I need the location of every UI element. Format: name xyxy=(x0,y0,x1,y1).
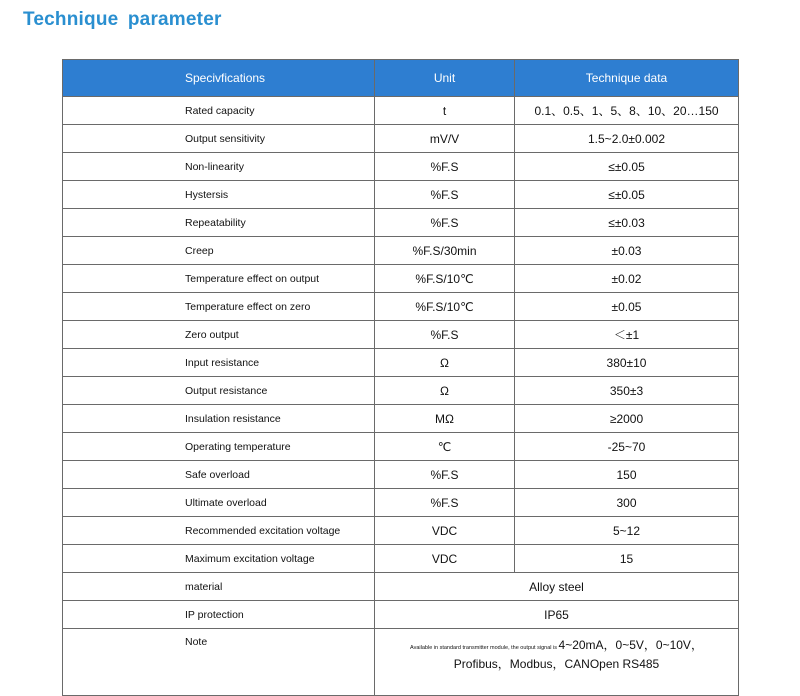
spec-value: ≥2000 xyxy=(515,405,739,433)
spec-name: Recommended excitation voltage xyxy=(63,517,375,545)
table-row xyxy=(63,153,739,181)
table-row xyxy=(63,489,739,517)
table-row xyxy=(63,237,739,265)
table-row xyxy=(63,461,739,489)
spec-unit: VDC xyxy=(375,517,515,545)
spec-value: ≤±0.05 xyxy=(515,153,739,181)
spec-unit: %F.S xyxy=(375,489,515,517)
table-row xyxy=(63,545,739,573)
spec-unit: %F.S xyxy=(375,209,515,237)
spec-value: 1.5~2.0±0.002 xyxy=(515,125,739,153)
note-signal-list: 4~20mA，0~5V，0~10V， xyxy=(558,638,703,652)
spec-name: Safe overload xyxy=(63,461,375,489)
spec-name: Output sensitivity xyxy=(63,125,375,153)
spec-value: 15 xyxy=(515,545,739,573)
spec-name: Maximum excitation voltage xyxy=(63,545,375,573)
spec-unit: %F.S xyxy=(375,321,515,349)
table-row xyxy=(63,433,739,461)
note-small-text: Available in standard transmitter module, the output signal is xyxy=(410,645,559,651)
table-row xyxy=(63,517,739,545)
spec-value: ±0.05 xyxy=(515,293,739,321)
material-row xyxy=(63,573,739,601)
spec-name: Output resistance xyxy=(63,377,375,405)
ip-protection-value: IP65 xyxy=(375,601,739,629)
spec-name: Hystersis xyxy=(63,181,375,209)
spec-name: Zero output xyxy=(63,321,375,349)
table-row xyxy=(63,321,739,349)
spec-name: Input resistance xyxy=(63,349,375,377)
spec-value: 150 xyxy=(515,461,739,489)
header-specifications: Specivfications xyxy=(63,60,375,97)
table-row xyxy=(63,265,739,293)
spec-name: Operating temperature xyxy=(63,433,375,461)
header-unit: Unit xyxy=(375,60,515,97)
spec-name: Rated capacity xyxy=(63,97,375,125)
note-row xyxy=(63,629,739,696)
table-row xyxy=(63,97,739,125)
table-row xyxy=(63,181,739,209)
table-row xyxy=(63,209,739,237)
note-value xyxy=(375,629,739,696)
page-title: Technique parameter xyxy=(23,9,222,30)
spec-name: Insulation resistance xyxy=(63,405,375,433)
spec-value: ≤±0.03 xyxy=(515,209,739,237)
spec-value: ±0.03 xyxy=(515,237,739,265)
header-technique-data: Technique data xyxy=(515,60,739,97)
spec-value: ≤±0.05 xyxy=(515,181,739,209)
table-row xyxy=(63,349,739,377)
spec-name: Creep xyxy=(63,237,375,265)
spec-unit: VDC xyxy=(375,545,515,573)
spec-unit: t xyxy=(375,97,515,125)
spec-name: Ultimate overload xyxy=(63,489,375,517)
spec-unit: mV/V xyxy=(375,125,515,153)
spec-value: 380±10 xyxy=(515,349,739,377)
spec-unit: MΩ xyxy=(375,405,515,433)
ip-protection-row xyxy=(63,601,739,629)
table-row xyxy=(63,405,739,433)
spec-table xyxy=(62,59,739,696)
table-row xyxy=(63,125,739,153)
spec-value: 0.1、0.5、1、5、8、10、20…150 xyxy=(515,97,739,125)
spec-value: ＜±1 xyxy=(515,321,739,349)
spec-unit: %F.S/10℃ xyxy=(375,265,515,293)
table-row xyxy=(63,377,739,405)
material-value: Alloy steel xyxy=(375,573,739,601)
spec-name: IP protection xyxy=(63,601,375,629)
spec-value: -25~70 xyxy=(515,433,739,461)
spec-unit: %F.S xyxy=(375,461,515,489)
spec-unit: ℃ xyxy=(375,433,515,461)
table-row xyxy=(63,293,739,321)
spec-unit: %F.S xyxy=(375,153,515,181)
spec-unit: Ω xyxy=(375,377,515,405)
spec-name: Temperature effect on zero xyxy=(63,293,375,321)
spec-name: Repeatability xyxy=(63,209,375,237)
note-protocol-list: Profibus，Modbus，CANOpen RS485 xyxy=(453,657,660,671)
spec-unit: Ω xyxy=(375,349,515,377)
spec-name: Non-linearity xyxy=(63,153,375,181)
spec-value: 5~12 xyxy=(515,517,739,545)
spec-value: 350±3 xyxy=(515,377,739,405)
spec-unit: %F.S xyxy=(375,181,515,209)
spec-name: Temperature effect on output xyxy=(63,265,375,293)
spec-value: ±0.02 xyxy=(515,265,739,293)
spec-unit: %F.S/10℃ xyxy=(375,293,515,321)
table-header-row xyxy=(63,60,739,97)
spec-name: material xyxy=(63,573,375,601)
spec-name: Note xyxy=(63,629,375,696)
spec-unit: %F.S/30min xyxy=(375,237,515,265)
spec-value: 300 xyxy=(515,489,739,517)
